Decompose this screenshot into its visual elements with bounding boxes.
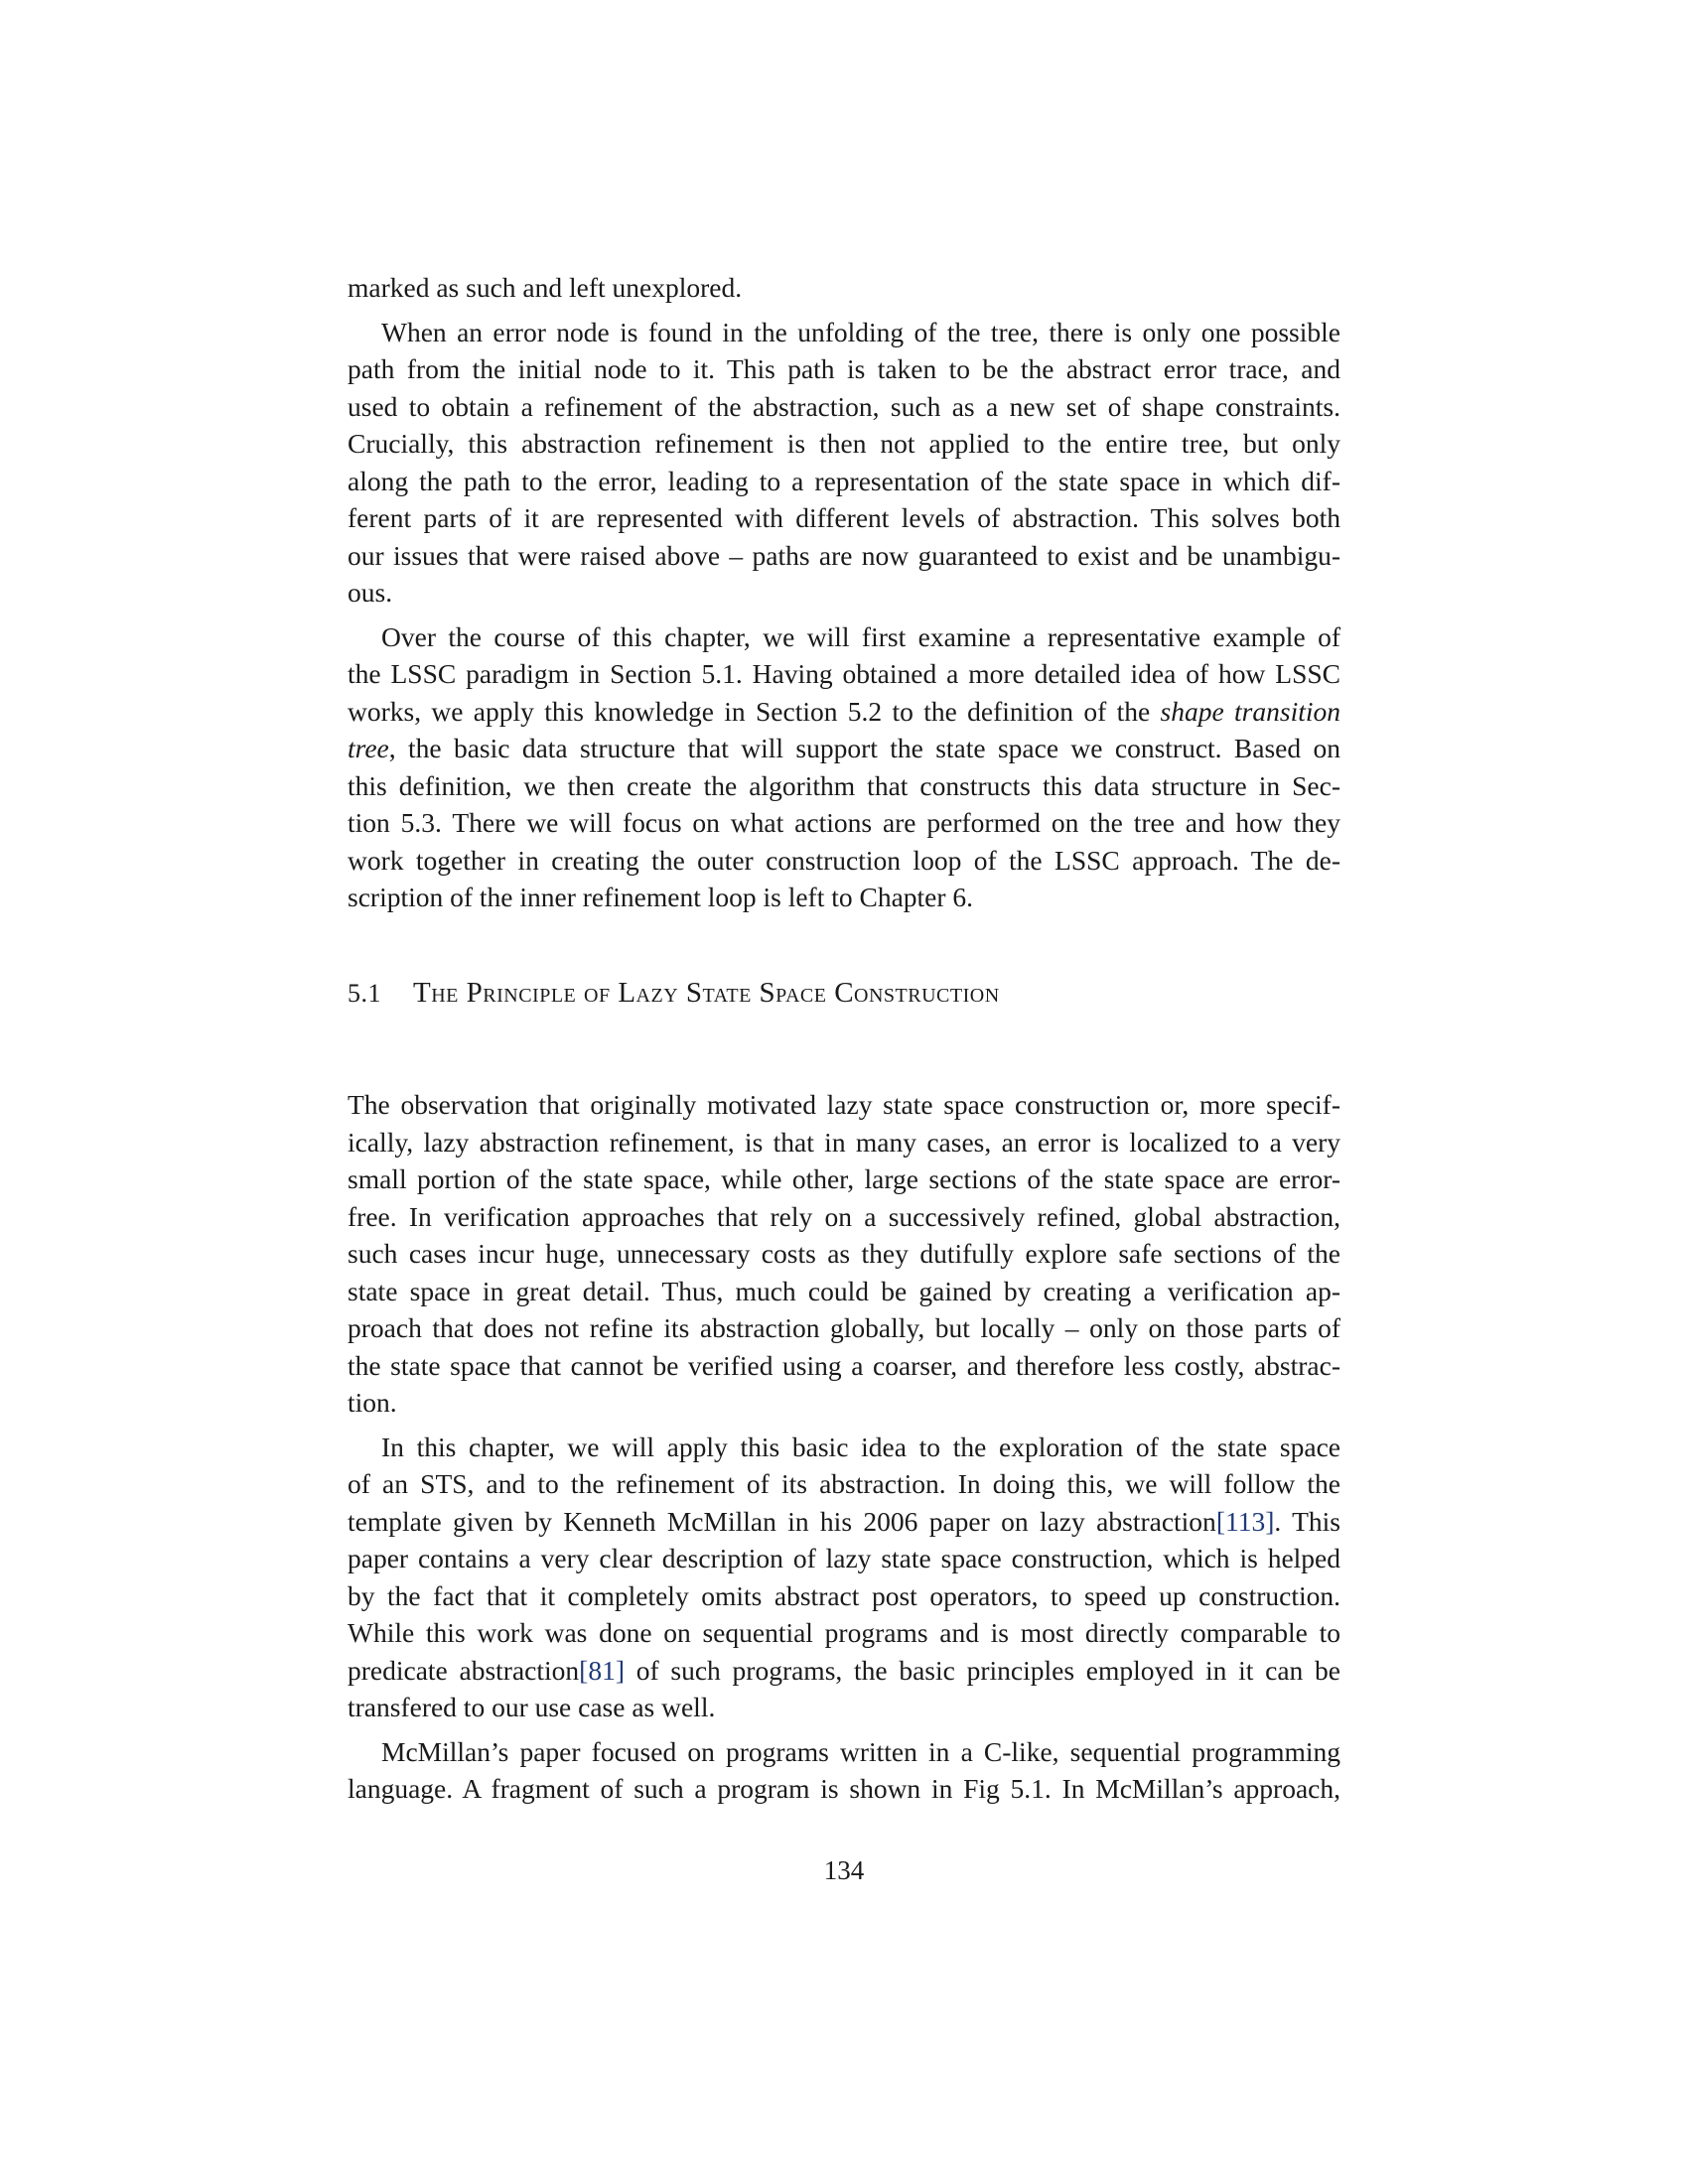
- text-line: our issues that were raised above – paths are now guaranteed to exist and be unambigu-: [348, 539, 1340, 571]
- text-line: of an STS, and to the refinement of its abstraction. In doing this, we will follow the: [348, 1468, 1340, 1499]
- paragraph-mcmillan-template: [348, 1429, 1340, 1726]
- text-fragment: . This: [1274, 1505, 1340, 1537]
- text-fragment: works, we apply this knowledge in Section 5.2 to the definition of the: [348, 695, 1151, 727]
- text-line: state space in great detail. Thus, much could be gained by creating a verification ap-: [348, 1275, 1340, 1306]
- text-line: the state space that cannot be verified using a coarser, and therefore less costly, abstrac-: [348, 1349, 1340, 1381]
- text-line: [348, 1503, 1340, 1541]
- text-line: marked as such and left unexplored.: [348, 272, 743, 303]
- section-title: The Principle of Lazy State Space Construction: [413, 977, 1000, 1009]
- text-line: by the fact that it completely omits abstract post operators, to speed up construction.: [348, 1579, 1340, 1611]
- text-line: transfered to our use case as well.: [348, 1692, 716, 1722]
- paragraph-error-node: [348, 314, 1340, 612]
- text-line: Over the course of this chapter, we will first examine a representative example of: [381, 620, 1340, 652]
- text-line: tion 5.3. There we will focus on what actions are performed on the tree and how they: [348, 807, 1340, 838]
- text-line: language. A fragment of such a program is shown in Fig 5.1. In McMillan’s approach,: [348, 1773, 1340, 1804]
- section-number: 5.1: [348, 979, 381, 1008]
- text-line: free. In verification approaches that rely on a successively refined, global abstraction,: [348, 1200, 1340, 1232]
- text-line: the LSSC paradigm in Section 5.1. Having obtained a more detailed idea of how LSSC: [348, 658, 1340, 689]
- text-line: ferent parts of it are represented with different levels of abstraction. This solves both: [348, 502, 1340, 533]
- citation-link-113[interactable]: [113]: [1215, 1505, 1275, 1537]
- citation-link-81[interactable]: [81]: [579, 1654, 625, 1686]
- paragraph-motivation: [348, 1086, 1340, 1422]
- emphasized-term: shape transition: [1160, 695, 1340, 727]
- text-line: ically, lazy abstraction refinement, is that in many cases, an error is localized to a very: [348, 1126, 1340, 1158]
- text-line: [348, 1652, 1340, 1690]
- text-line: The observation that originally motivated lazy state space construction or, more specif-: [348, 1089, 1340, 1120]
- text-line: McMillan’s paper focused on programs written in a C-like, sequential programming: [381, 1735, 1340, 1767]
- text-line: Crucially, this abstraction refinement is then not applied to the entire tree, but only: [348, 428, 1340, 459]
- text-line: [348, 730, 1340, 767]
- paragraph-chapter-overview: [348, 618, 1340, 916]
- paragraph-continuation: [348, 269, 1340, 307]
- paragraph-mcmillan-paper: [348, 1733, 1340, 1808]
- text-line: paper contains a very clear description of lazy state space construction, which is helped: [348, 1543, 1340, 1573]
- text-line: scription of the inner refinement loop is left to Chapter 6.: [348, 882, 974, 912]
- page-number: 134: [823, 1855, 865, 1885]
- text-line: When an error node is found in the unfolding of the tree, there is only one possible: [381, 316, 1340, 347]
- text-line: [348, 693, 1340, 731]
- text-line: along the path to the error, leading to a representation of the state space in which dif-: [348, 465, 1340, 496]
- text-line: such cases incur huge, unnecessary costs as they dutifully explore safe sections of the: [348, 1238, 1340, 1269]
- text-fragment: predicate abstraction: [348, 1654, 580, 1686]
- text-block-top: [348, 269, 1340, 916]
- emphasized-term: tree: [348, 733, 389, 763]
- text-line: this definition, we then create the algorithm that constructs this data structure in Sec-: [348, 769, 1340, 801]
- text-line: small portion of the state space, while other, large sections of the state space are error-: [348, 1163, 1340, 1194]
- text-fragment: of such programs, the basic principles employed in it can be: [624, 1654, 1340, 1686]
- text-line: work together in creating the outer construction loop of the LSSC approach. The de-: [348, 844, 1340, 876]
- text-fragment: , the basic data structure that will support the state space we construct. Based on: [388, 733, 1340, 763]
- text-line: While this work was done on sequential programs and is most directly comparable to: [348, 1617, 1340, 1648]
- text-line: used to obtain a refinement of the abstraction, such as a new set of shape constraints.: [348, 390, 1340, 422]
- text-line: tion.: [348, 1387, 397, 1418]
- section-heading: [348, 973, 1340, 1014]
- text-fragment: template given by Kenneth McMillan in his 2006 paper on lazy abstraction: [348, 1505, 1216, 1537]
- text-line: ous.: [348, 577, 393, 608]
- text-line: path from the initial node to it. This path is taken to be the abstract error trace, and: [348, 353, 1340, 384]
- text-line: proach that does not refine its abstraction globally, but locally – only on those parts of: [348, 1312, 1340, 1343]
- text-block-bottom: [348, 1086, 1340, 1808]
- text-line: In this chapter, we will apply this basic idea to the exploration of the state space: [381, 1431, 1340, 1462]
